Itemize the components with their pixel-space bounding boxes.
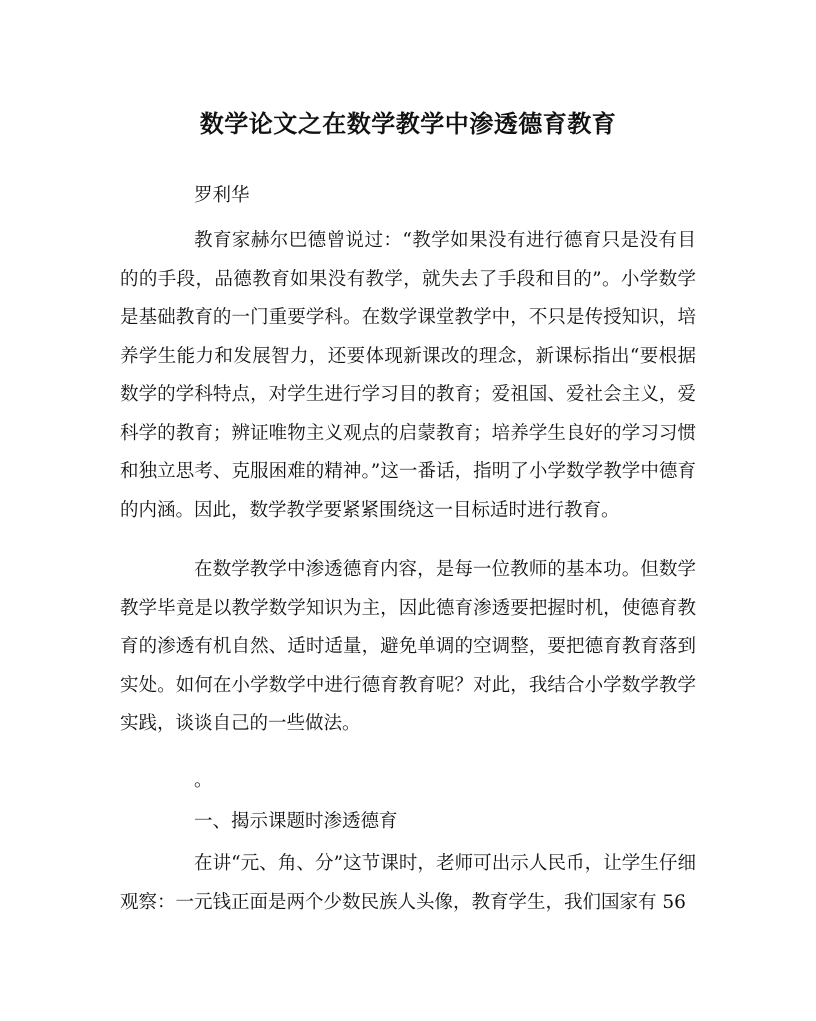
document-title: 数学论文之在数学教学中渗透德育教育 [199,109,617,138]
section-paragraph: 在讲“元、角、分”这节课时，老师可出示人民币，让学生仔细观察：一元钱正面是两个少数民族人头像，教育学生，我们国家有 56 [120,853,696,913]
section-heading: 一、揭示课题时渗透德育 [194,811,398,832]
paragraph-intro: 教育家赫尔巴德曾说过：“教学如果没有进行德育只是没有目的的手段，品德教育如果没有教学，就失去了手段和目的”。小学数学是基础教育的一门重要学科。在数学课堂教学中，不只是传授知识，培养学生能力和发展智力，还要体现新课改的理念，新课标指出“要根据数学的学科特点，对学生进行学习目的教育；爱祖国、爱社会主义，爱科学的教育；辨证唯物主义观点的启蒙教育；培养学生良好的学习习惯和独立思考、克服困难的精神。”这一番话，指明了小学数学教学中德育的内涵。因此，数学教学要紧紧围绕这一目标适时进行教育。 [120,230,696,521]
author-name: 罗利华 [194,185,250,206]
paragraph-method: 在数学教学中渗透德育内容，是每一位教师的基本功。但数学教学毕竟是以教学数学知识为主，因此德育渗透要把握时机，使德育教育的渗透有机自然、适时适量，避免单调的空调整，要把德育教育落到实处。如何在小学数学中进行德育教育呢？对此，我结合小学数学教学实践，谈谈自己的一些做法。 [120,559,696,734]
paragraph-separator: 。 [194,770,213,791]
